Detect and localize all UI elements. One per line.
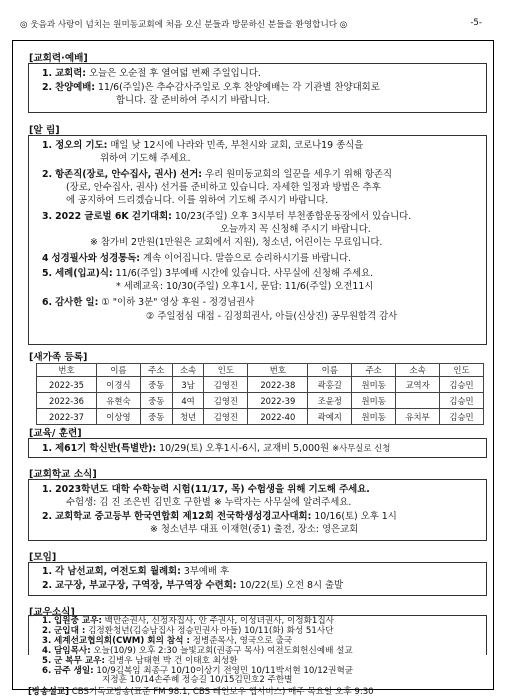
table-cell: 유치부 <box>396 409 440 425</box>
education-item-1: 1. 제61기 학신반(특별반): 10/29(토) 오후1시-6시, 교재비 5,000원 ※사무실로 신청 <box>42 443 391 454</box>
table-cell: 김승민 <box>440 393 484 409</box>
table-cell: 이경식 <box>96 377 140 393</box>
table-cell: 곽홍길 <box>308 377 352 393</box>
member-item-2: 2. 군입대 : 김정환청년(김승남집사 정승민권사 아들) 10/11(화) 화성 51사단 <box>42 626 334 636</box>
notice-item-2-cont-2: 에 공지하여 드리겠습니다. 이를 위하여 기도해 주시기 바랍니다. <box>66 195 329 206</box>
table-cell: 김승민 <box>440 377 484 393</box>
registration-section-title: [새가족 등록] <box>29 352 88 363</box>
school-item-2: 2. 교회학교 중고등부 한국연합회 제12회 전국학생성경고사대회: 10/16(토) 오후 1시 <box>42 511 397 522</box>
welcome-text: ◎ 웃음과 사랑이 넘치는 원미동교회에 처음 오신 분들과 방문하신 분들을 환영합니다 ◎ <box>20 20 348 30</box>
table-row <box>37 393 484 409</box>
table-cell: 2022-37 <box>37 409 97 425</box>
notice-item-3-cont-2: ※ 참가비 2만원(1만원은 교회에서 지원), 청소년, 어린이는 무료입니다. <box>90 237 383 248</box>
school-item-2-cont: ※ 청소년부 대표 이재현(중1) 출전, 장소: 영은교회 <box>150 524 359 535</box>
member-item-1: 1. 입원중 교우: 백만순권사, 신정자집사, 안 주권사, 이성녀권사, 이정화1집사 <box>42 616 334 626</box>
school-item-1-cont: 수험생: 김 진 조은빈 김민호 구한별 ※ 누락자는 사무실에 알려주세요. <box>66 497 352 508</box>
notice-item-1-cont: 위하여 기도해 주세요. <box>100 153 191 164</box>
table-cell <box>396 393 440 409</box>
table-row <box>37 377 484 393</box>
col-header: 주소 <box>352 364 396 377</box>
top-welcome-line <box>20 18 486 30</box>
school-section-title: [교회학교 소식] <box>29 469 97 480</box>
table-cell: 김영진 <box>204 377 248 393</box>
worship-item-1: 1. 교회력: 오늘은 오순절 후 열여덟 번째 주일입니다. <box>42 68 261 79</box>
table-cell: 조윤정 <box>308 393 352 409</box>
table-cell: 김영진 <box>204 393 248 409</box>
table-cell: 중동 <box>140 409 172 425</box>
table-cell: 이상영 <box>96 409 140 425</box>
col-header: 소속 <box>396 364 440 377</box>
meetings-section-title: [모임] <box>29 552 57 563</box>
broadcast-line <box>28 687 374 697</box>
col-header: 인도 <box>440 364 484 377</box>
worship-section-title: [교회력·예배] <box>29 53 88 64</box>
member-item-6-cont: 지정훈 10/14손주혜 정승길 10/15김민호2 주한별 <box>102 675 293 685</box>
table-cell: 2022-35 <box>37 377 97 393</box>
table-cell: 원미동 <box>352 393 396 409</box>
school-item-1: 1. 2023학년도 대학 수학능력 시험(11/17, 목) 수험생을 위해 기도해 주세요. <box>42 484 370 495</box>
table-cell: 4여 <box>172 393 204 409</box>
table-cell: 김영진 <box>204 409 248 425</box>
member-item-4: 4. 담임목사: 오늘(10/9) 오후 2:30 늘빛교회(권종구 목사) 여전도회헌신예배 설교 <box>42 646 353 656</box>
notices-section-title: [알 림] <box>29 125 60 136</box>
col-header: 소속 <box>172 364 204 377</box>
notice-item-3: 3. 2022 글로벌 6K 걷기대회: 10/23(주일) 오후 3시부터 부천종합운동장에서 있습니다. <box>42 211 412 222</box>
meeting-item-1: 1. 각 남선교회, 여전도회 월례회: 3부예배 후 <box>42 566 230 577</box>
table-cell: 3남 <box>172 377 204 393</box>
member-item-5: 5. 군 복무 교우: 김병우 남태현 박 건 이태호 최성환 <box>42 656 238 666</box>
notice-item-4: 4 성경필사와 성경통독: 계속 이어집니다. 말씀으로 승리하시기를 바랍니다. <box>42 253 352 264</box>
members-section-title: [교우소식] <box>29 607 75 618</box>
table-header-row <box>37 364 484 377</box>
notice-item-2: 2. 항존직(장로, 안수집사, 권사) 선거: 우리 원미동교회의 일꾼을 세우기 위해 항존직 <box>42 169 393 180</box>
broadcast-label: [방송설교] <box>28 687 70 697</box>
table-cell: 김승민 <box>440 409 484 425</box>
col-header: 번호 <box>248 364 308 377</box>
table-row <box>37 409 484 425</box>
col-header: 주소 <box>140 364 172 377</box>
notice-item-6-cont: ② 주일점심 대접 - 김정희권사, 아들(신상진) 공무원합격 감사 <box>146 311 398 322</box>
notice-item-1: 1. 정오의 기도: 매일 낮 12시에 나라와 민족, 부천시와 교회, 코로나19 종식을 <box>42 140 364 151</box>
table-cell: 중동 <box>140 377 172 393</box>
meeting-item-2: 2. 교구장, 부교구장, 구역장, 부구역장 수련회: 10/22(토) 오전 8시 출발 <box>42 580 344 591</box>
notice-item-5: 5. 세례(입교)식: 11/6(주일) 3부예배 시간에 있습니다. 사무실에 신청해 주세요. <box>42 268 374 279</box>
table-cell: 2022-36 <box>37 393 97 409</box>
table-cell: 중동 <box>140 393 172 409</box>
col-header: 인도 <box>204 364 248 377</box>
col-header: 이름 <box>96 364 140 377</box>
new-family-table <box>36 363 484 425</box>
table-cell: 청년 <box>172 409 204 425</box>
table-cell: 2022-40 <box>248 409 308 425</box>
table-cell: 교역자 <box>396 377 440 393</box>
notice-item-5-cont: * 세례교육: 10/30(주일) 오후1시, 문답: 11/6(주일) 오전11시 <box>116 281 374 292</box>
table-cell: 2022-38 <box>248 377 308 393</box>
member-item-6: 6. 금주 생일: 10/9김복임 최종구 10/10이상기 전영민 10/11박서현 10/12권혁균 <box>42 666 354 676</box>
worship-item-2: 2. 찬양예배: 11/6(주일)은 추수감사주일로 오후 찬양예배는 각 기관별 찬양대회로 <box>42 82 380 93</box>
notice-item-6: 6. 감사한 일: ① "이하 3분" 영상 후원 - 정경님권사 <box>42 297 255 308</box>
member-item-3: 3. 세계선교협의회(CWM) 회의 참석 : 정병준목사, 영국으로 출국 <box>42 636 293 646</box>
education-section-title: [교육/ 훈련] <box>29 428 82 439</box>
notice-item-3-cont-1: 오늘까지 꼭 신청해 주시기 바랍니다. <box>220 224 371 235</box>
table-cell: 원미동 <box>352 409 396 425</box>
col-header: 번호 <box>37 364 97 377</box>
notice-item-2-cont-1: (장로, 안수집사, 권사) 선거를 준비하고 있습니다. 자세한 일정과 방법은 추후 <box>66 182 381 193</box>
table-cell: 원미동 <box>352 377 396 393</box>
page-number: -5- <box>470 18 482 28</box>
table-cell: 곽예지 <box>308 409 352 425</box>
table-cell: 유현숙 <box>96 393 140 409</box>
broadcast-text: CBS기독교방송(표준 FM 98.1, CBS 레인보우 앱서비스) 매주 목요일 오후 9:30 <box>71 687 374 697</box>
table-cell: 2022-39 <box>248 393 308 409</box>
worship-item-2-cont: 합니다. 잘 준비하여 주시기 바랍니다. <box>116 95 270 106</box>
col-header: 이름 <box>308 364 352 377</box>
